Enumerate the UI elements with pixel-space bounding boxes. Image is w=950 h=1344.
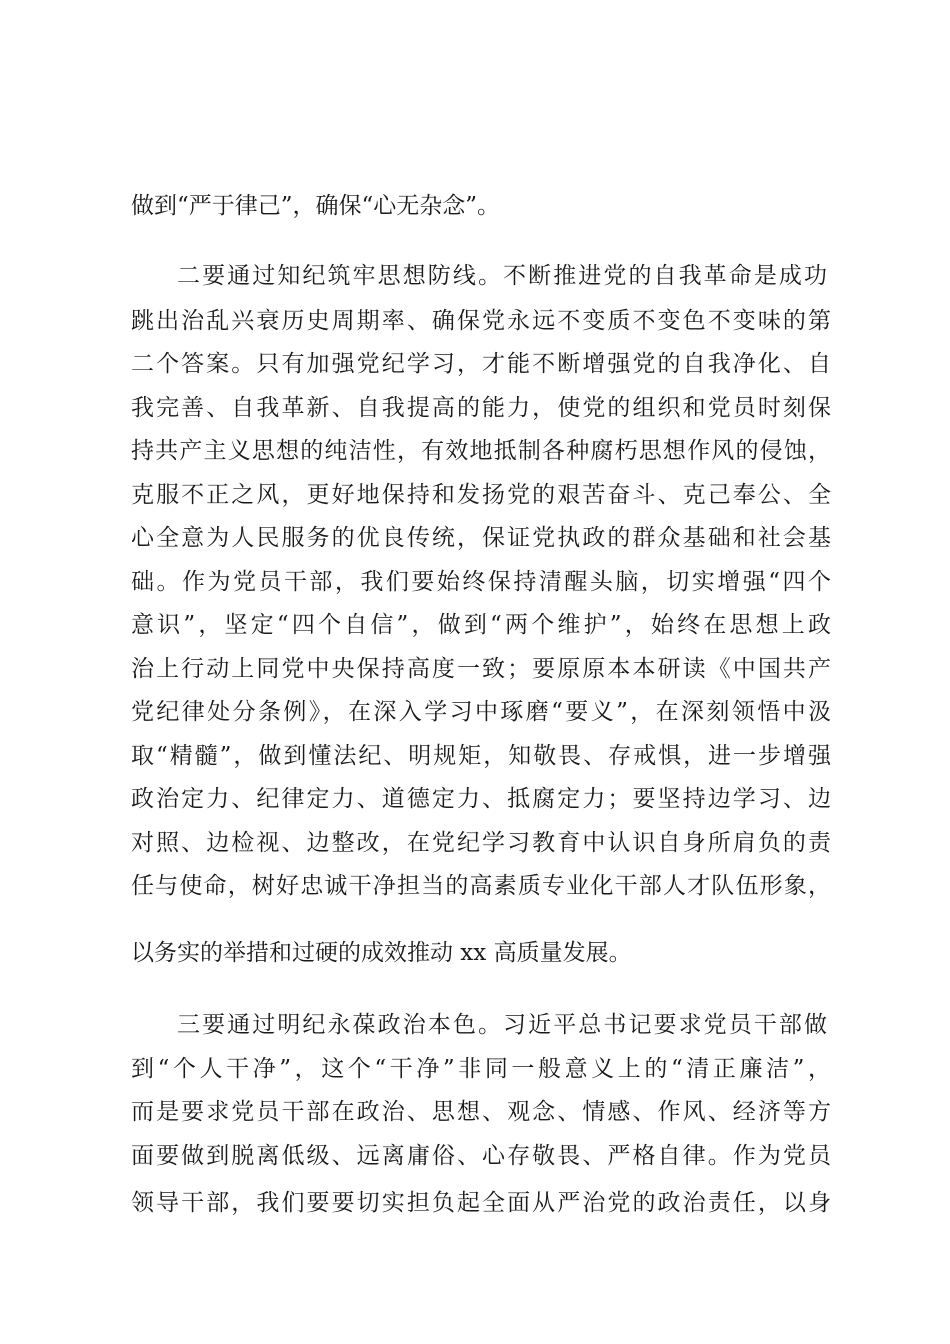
text-line: 任与使命，树好忠诚干净担当的高素质专业化干部人才队伍形象， bbox=[131, 873, 831, 899]
text-line: 意识”，坚定“四个自信”，做到“两个维护”，始终在思想上政 bbox=[131, 612, 831, 638]
paragraph-2-first-line: 二要通过知纪筑牢思想防线。不断推进党的自我革命是成功 bbox=[177, 263, 827, 289]
text-line: 而是要求党员干部在政治、思想、观念、情感、作风、经济等方 bbox=[131, 1099, 831, 1125]
text-line: 以务实的举措和过硬的成效推动 xx 高质量发展。 bbox=[131, 940, 632, 966]
text-line: 领导干部，我们要要切实担负起全面从严治党的政治责任，以身 bbox=[131, 1190, 831, 1216]
paragraph-3-first-line: 三要通过明纪永葆政治本色。习近平总书记要求党员干部做 bbox=[177, 1012, 827, 1038]
text-line: 我完善、自我革新、自我提高的能力，使党的组织和党员时刻保 bbox=[131, 395, 831, 421]
text-line: 面要做到脱离低级、远离庸俗、心存敬畏、严格自律。作为党员 bbox=[131, 1143, 831, 1169]
text-line: 治上行动上同党中央保持高度一致；要原原本本研读《中国共产 bbox=[131, 656, 831, 682]
text-line: 取“精髓”，做到懂法纪、明规矩，知敬畏、存戒惧，进一步增强 bbox=[131, 743, 831, 769]
text-line: 做到“严于律己”，确保“心无杂念”。 bbox=[131, 193, 501, 219]
text-line: 础。作为党员干部，我们要始终保持清醒头脑，切实增强“四个 bbox=[131, 569, 831, 595]
text-line: 持共产主义思想的纯洁性，有效地抵制各种腐朽思想作风的侵蚀， bbox=[131, 438, 831, 464]
text-line: 政治定力、纪律定力、道德定力、抵腐定力；要坚持边学习、边 bbox=[131, 786, 831, 812]
text-line: 二个答案。只有加强党纪学习，才能不断增强党的自我净化、自 bbox=[131, 351, 831, 377]
text-line: 对照、边检视、边整改，在党纪学习教育中认识自身所肩负的责 bbox=[131, 830, 831, 856]
text-line: 党纪律处分条例》，在深入学习中琢磨“要义”，在深刻领悟中汲 bbox=[131, 699, 831, 725]
text-line: 克服不正之风，更好地保持和发扬党的艰苦奋斗、克己奉公、全 bbox=[131, 482, 831, 508]
text-line: 跳出治乱兴衰历史周期率、确保党永远不变质不变色不变味的第 bbox=[131, 308, 831, 334]
text-line: 到“个人干净”，这个“干净”非同一般意义上的“清正廉洁”， bbox=[131, 1056, 831, 1082]
text-line: 心全意为人民服务的优良传统，保证党执政的群众基础和社会基 bbox=[131, 525, 831, 551]
